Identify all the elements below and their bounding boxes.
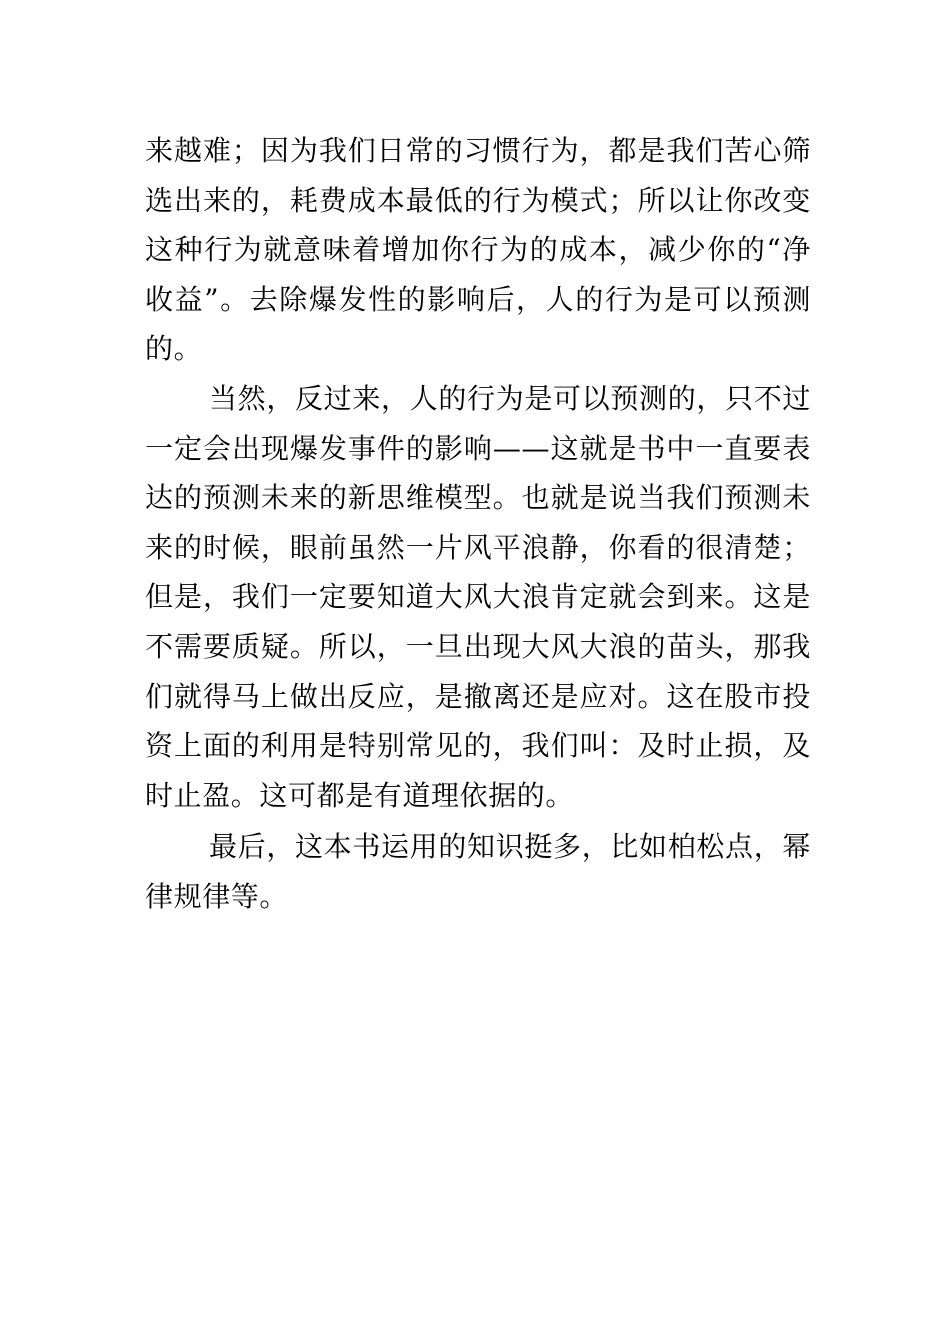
paragraph-continuation: 来越难；因为我们日常的习惯行为，都是我们苦心筛选出来的，耗费成本最低的行为模式；所以让你改变这种行为就意味着增加你行为的成本，减少你的“净收益”。去除爆发性的影响后，人的行为是可以预测的。 (145, 134, 811, 366)
paragraph-prediction: 当然，反过来，人的行为是可以预测的，只不过一定会出现爆发事件的影响——这就是书中一直要表达的预测未来的新思维模型。也就是说当我们预测未来的时候，眼前虽然一片风平浪静，你看的很清楚；但是，我们一定要知道大风大浪肯定就会到来。这是不需要质疑。所以，一旦出现大风大浪的苗头，那我们就得马上做出反应，是撤离还是应对。这在股市投资上面的利用是特别常见的，我们叫：及时止损，及时止盈。这可都是有道理依据的。 (145, 382, 811, 812)
paragraph-conclusion: 最后，这本书运用的知识挺多，比如柏松点，幂律规律等。 (145, 830, 811, 913)
